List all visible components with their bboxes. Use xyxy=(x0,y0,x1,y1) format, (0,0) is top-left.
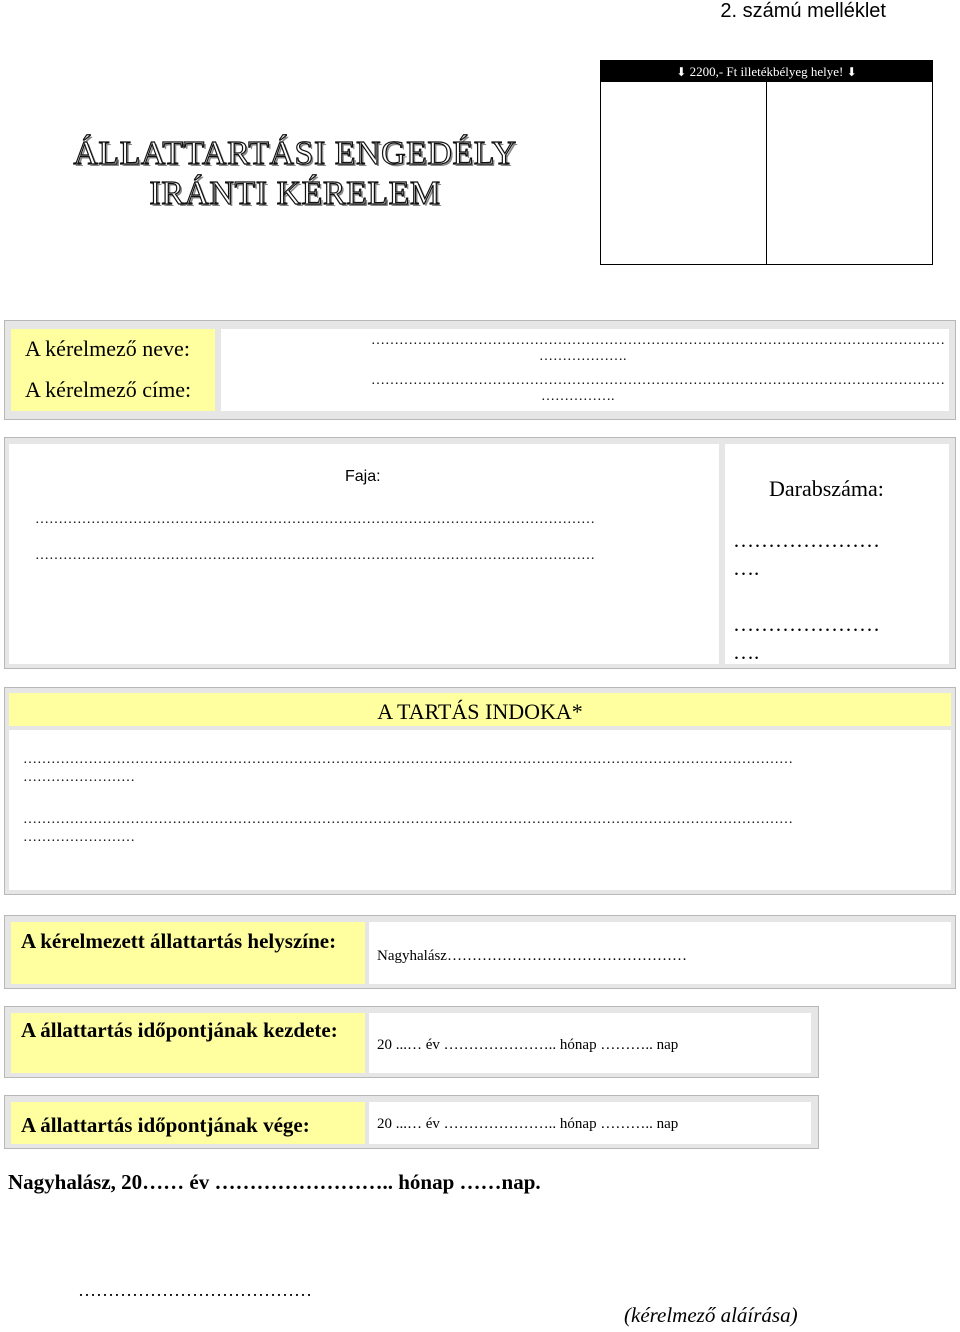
stamp-header xyxy=(601,61,932,82)
reason-dots-line-1b: …………………… xyxy=(23,770,135,785)
reason-text-cell[interactable] xyxy=(9,730,951,890)
start-date-value[interactable]: 20 ...… év ………………….. hónap ……….. nap xyxy=(369,1013,811,1073)
count-cell[interactable] xyxy=(725,444,949,664)
applicant-address-label: A kérelmező címe: xyxy=(25,377,192,402)
count-dots-line-1b: …. xyxy=(733,556,760,580)
applicant-box xyxy=(4,320,956,420)
start-date-label: A állattartás időpontjának kezdete: xyxy=(11,1013,365,1073)
stamp-divider xyxy=(766,82,767,264)
reason-dots-line-2a: ………………………………………………………………………………………………………………………………………………… xyxy=(23,812,793,827)
animals-box xyxy=(4,437,956,669)
title-line-2: IRÁNTI KÉRELEM xyxy=(149,175,441,212)
form-title xyxy=(40,134,550,214)
end-date-label: A állattartás időpontjának vége: xyxy=(11,1102,365,1144)
reason-heading: A TARTÁS INDOKA* xyxy=(9,693,951,726)
species-label: Faja: xyxy=(345,468,381,485)
reason-box xyxy=(4,687,956,895)
count-label: Darabszáma: xyxy=(769,476,884,501)
applicant-name-label: A kérelmező neve: xyxy=(25,336,190,361)
location-value[interactable]: Nagyhalász………………………………………… xyxy=(369,922,951,984)
applicant-value-cell[interactable] xyxy=(221,329,949,411)
end-date-box xyxy=(4,1095,819,1149)
species-dots-line-1: ………………………………………………………………………………………………………… xyxy=(35,512,595,527)
start-date-box xyxy=(4,1006,819,1078)
address-dots-line-1: …………………………………………………………………………………………………………… xyxy=(371,373,945,388)
title-line-1: ÁLLATTARTÁSI ENGEDÉLY xyxy=(73,135,517,172)
address-dots-line-2: ……………. xyxy=(541,389,615,404)
arrow-down-icon: ⬇ xyxy=(676,65,687,79)
reason-dots-line-2b: …………………… xyxy=(23,830,135,845)
signature-line[interactable]: ………………………………… xyxy=(78,1280,312,1300)
signature-caption: (kérelmező aláírása) xyxy=(624,1303,798,1327)
location-box xyxy=(4,915,956,989)
applicant-label-cell xyxy=(11,329,215,411)
count-dots-line-1a: ………………… xyxy=(733,528,880,552)
species-cell[interactable] xyxy=(9,444,719,664)
arrow-down-icon: ⬇ xyxy=(846,65,857,79)
stamp-box xyxy=(600,60,933,265)
end-date-value[interactable]: 20 ...… év ………………….. hónap ……….. nap xyxy=(369,1102,811,1144)
count-dots-line-2b: …. xyxy=(733,640,760,664)
stamp-label: 2200,- Ft illetékbélyeg helye! xyxy=(689,64,844,79)
location-label: A kérelmezett állattartás helyszíne: xyxy=(11,922,365,984)
reason-dots-line-1a: ………………………………………………………………………………………………………………………………………………… xyxy=(23,752,793,767)
annex-label: 2. számú melléklet xyxy=(720,0,886,22)
count-dots-line-2a: ………………… xyxy=(733,612,880,636)
name-dots-line-2: ………………. xyxy=(539,349,627,364)
place-and-date[interactable]: Nagyhalász, 20…… év …………………….. hónap ……nap. xyxy=(8,1170,541,1194)
species-dots-line-2: ………………………………………………………………………………………………………… xyxy=(35,548,595,563)
name-dots-line-1: …………………………………………………………………………………………………………… xyxy=(371,333,945,348)
